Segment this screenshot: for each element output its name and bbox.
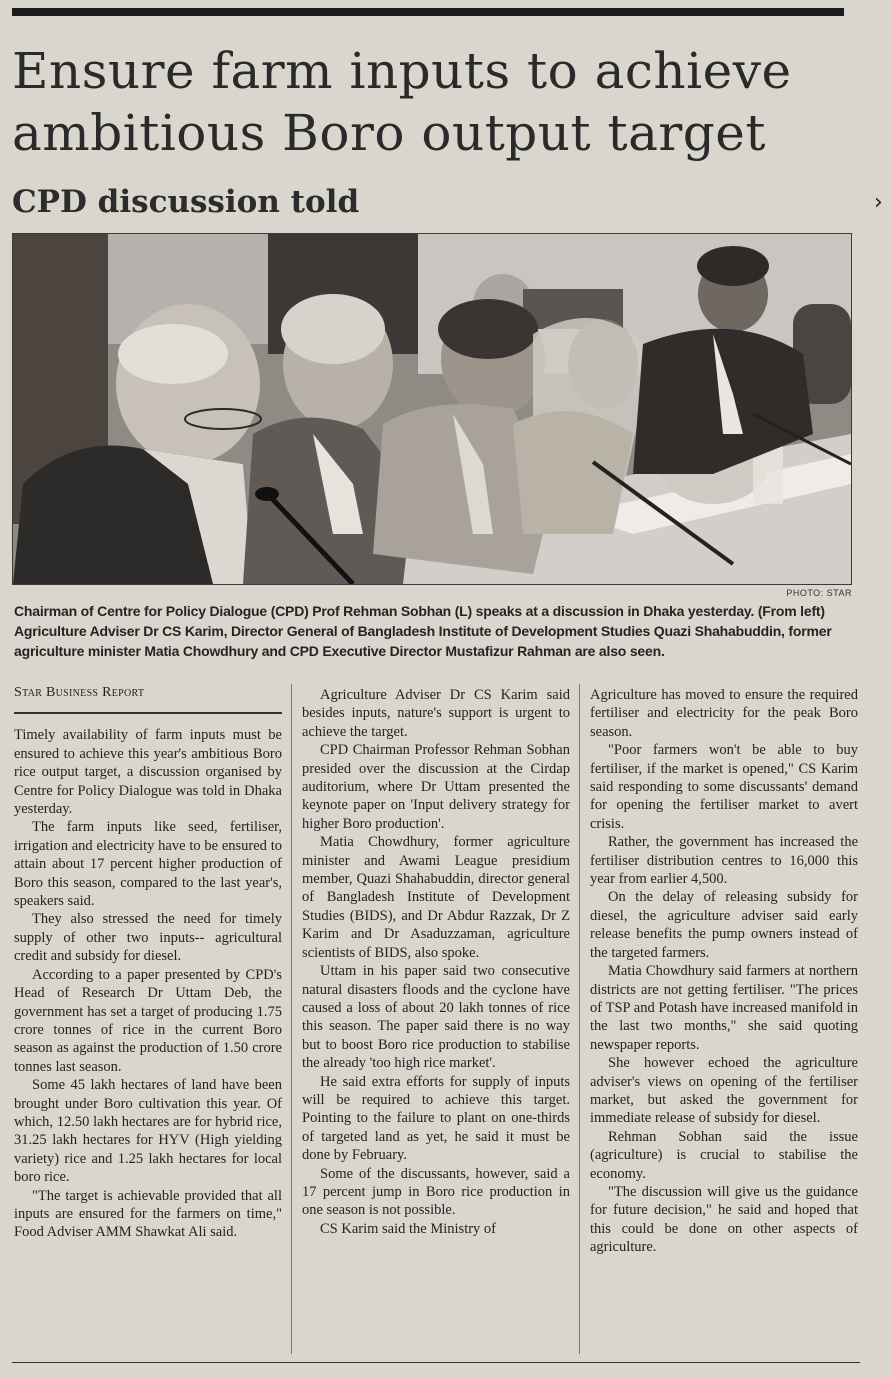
- paragraph: She however echoed the agriculture adviser's views on opening of the fertiliser market, but asked the government for immediate release of subsidy for diesel.: [590, 1055, 858, 1127]
- paragraph: Agriculture Adviser Dr CS Karim said besides inputs, nature's support is urgent to achieve the target.: [302, 687, 570, 740]
- paragraph: Matia Chowdhury, former agriculture minister and Awami League presidium member, Quazi Shahabuddin, director general of Bangladesh Institute of Development Studies (BIDS), and Dr Abdur Razzak, Dr Z Karim and Dr Asaduzzaman, agriculture scientists of BIDS, also spoke.: [302, 834, 570, 961]
- paragraph: "The discussion will give us the guidance for future decision," he said and hoped that this could be done on other aspects of agriculture.: [590, 1183, 858, 1256]
- edge-mark-icon: ›: [874, 190, 883, 215]
- column-divider: [291, 684, 292, 1354]
- paragraph: The farm inputs like seed, fertiliser, irrigation and electricity have to be ensured to attain about 17 percent higher production of Boro this season, compared to the last year's, speakers said.: [14, 819, 282, 910]
- paragraph: Matia Chowdhury said farmers at northern districts are not getting fertiliser. "The prices of TSP and Potash have increased manifold in the last two months," she said quoting newspaper reports.: [590, 963, 858, 1053]
- article-column-2: [302, 686, 570, 1238]
- paragraph: On the delay of releasing subsidy for diesel, the agriculture adviser said early release benefits the pump owners instead of the targeted farmers.: [590, 889, 858, 961]
- article-column-1: [14, 684, 282, 1242]
- paragraph: Rather, the government has increased the fertiliser distribution centres to 16,000 this year from earlier 4,500.: [590, 834, 858, 888]
- news-photo: [12, 233, 852, 585]
- article-column-3: [590, 686, 858, 1257]
- top-rule: [12, 8, 844, 16]
- paragraph: They also stressed the need for timely supply of other two inputs-- agricultural credit and subsidy for diesel.: [14, 911, 282, 965]
- paragraph: Agriculture has moved to ensure the required fertiliser and electricity for the peak Boro season.: [590, 687, 858, 740]
- paragraph: He said extra efforts for supply of inputs will be required to achieve this target. Pointing to the failure to plant on one-thirds of targeted land as yet, he said it must be done by February.: [302, 1073, 570, 1164]
- column-divider: [579, 684, 580, 1354]
- photo-caption: Chairman of Centre for Policy Dialogue (CPD) Prof Rehman Sobhan (L) speaks at a discussion in Dhaka yesterday. (From left) Agriculture Adviser Dr CS Karim, Director General of Bangladesh Institute of Development Studies Quazi Shahabuddin, former agriculture minister Matia Chowdhury and CPD Executive Director Mustafizur Rahman are also seen.: [14, 603, 832, 659]
- paragraph: Some of the discussants, however, said a 17 percent jump in Boro rice production in one season is not possible.: [302, 1165, 570, 1219]
- paragraph: CPD Chairman Professor Rehman Sobhan presided over the discussion at the Cirdap auditorium, where Dr Uttam presented the keynote paper on 'Input delivery strategy for higher Boro production'.: [302, 742, 570, 832]
- subhead: CPD discussion told: [12, 184, 360, 220]
- byline: Star Business Report: [14, 685, 145, 700]
- bottom-rule: [12, 1362, 860, 1363]
- byline-rule: [14, 712, 282, 714]
- headline: Ensure farm inputs to achieve ambitious Boro output target: [12, 42, 792, 162]
- paragraph: Some 45 lakh hectares of land have been brought under Boro cultivation this year. Of which, 12.50 lakh hectares are for hybrid rice, 31.25 lakh hectares for HYV (High yielding variety) rice and 1.25 lakh hectares for local boro rice.: [14, 1077, 282, 1186]
- paragraph: According to a paper presented by CPD's Head of Research Dr Uttam Deb, the government has set a target of producing 1.75 crore tonnes of rice in the current Boro season as against the production of 1.50 crore tonnes last season.: [14, 966, 282, 1075]
- photo-credit: PHOTO: STAR: [786, 588, 852, 598]
- paragraph: Timely availability of farm inputs must be ensured to achieve this year's ambitious Boro rice output target, a discussion organised by Centre for Policy Dialogue was told in Dhaka yesterday.: [14, 727, 282, 818]
- paragraph: Uttam in his paper said two consecutive natural disasters floods and the cyclone have caused a loss of about 20 lakh tonnes of rice this season. The paper said there is no way but to boost Boro rice production to stabilise the already 'too high rice market'.: [302, 963, 570, 1072]
- paragraph: CS Karim said the Ministry of: [320, 1220, 497, 1237]
- paragraph: Rehman Sobhan said the issue (agriculture) is crucial to stabilise the economy.: [590, 1128, 858, 1182]
- paragraph: "Poor farmers won't be able to buy fertiliser, if the market is opened," CS Karim said responding to some discussants' demand for opening the fertiliser market to avert crisis.: [590, 742, 858, 832]
- paragraph: "The target is achievable provided that all inputs are ensured for the farmers on time," Food Adviser AMM Shawkat Ali said.: [14, 1187, 282, 1241]
- photo-illustration: [13, 234, 851, 584]
